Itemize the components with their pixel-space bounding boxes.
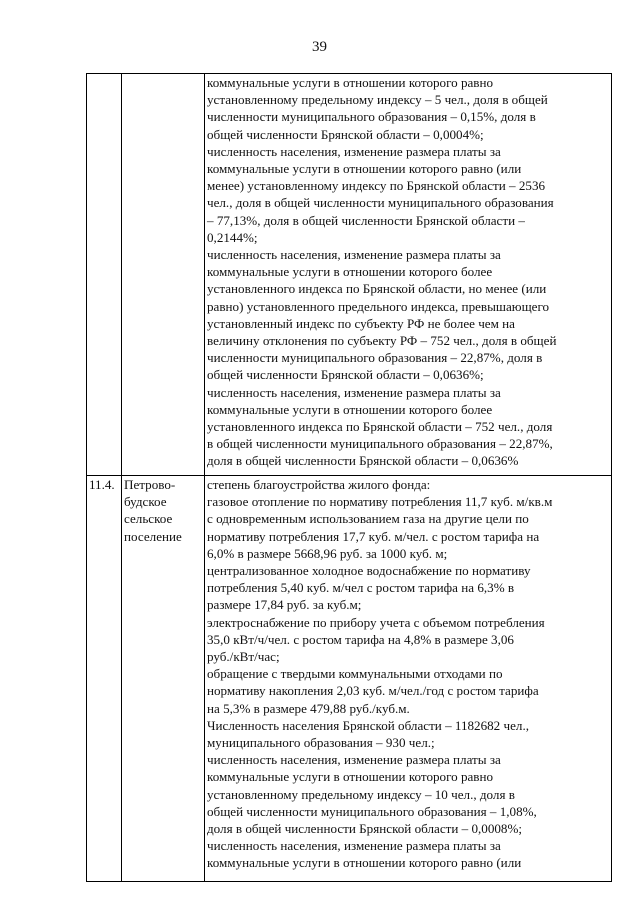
text-line: – 77,13%, доля в общей численности Брянской области – bbox=[207, 212, 525, 228]
text-line: коммунальные услуги в отношении которого равно bbox=[207, 75, 494, 90]
text-line: коммунальные услуги в отношении которого равно bbox=[207, 769, 494, 785]
text-line: коммунальные услуги в отношении которого более bbox=[207, 264, 493, 280]
text-line: установленного индекса по Брянской области – 752 чел., доля bbox=[207, 419, 553, 435]
text-line: величину отклонения по субъекту РФ – 752 чел., доля в общей bbox=[207, 333, 557, 349]
text-line: коммунальные услуги в отношении которого более bbox=[207, 401, 493, 417]
text-line: установленный индекс по субъекту РФ не более чем на bbox=[207, 315, 515, 331]
row-text-cell bbox=[205, 74, 612, 476]
text-line: численности муниципального образования – 0,15%, доля в bbox=[207, 109, 536, 125]
text-line: численности муниципального образования – 22,87%, доля в bbox=[207, 350, 543, 366]
table-row bbox=[87, 476, 612, 882]
table-row bbox=[87, 74, 612, 476]
text-line: 0,2144%; bbox=[207, 229, 258, 245]
text-line: численность населения, изменение размера платы за bbox=[207, 384, 501, 400]
text-line: равно) установленного предельного индекса, превышающего bbox=[207, 298, 550, 314]
row-name-cell bbox=[122, 74, 205, 476]
text-line: руб./кВт/час; bbox=[207, 649, 280, 665]
text-line: потребления 5,40 куб. м/чел с ростом тарифа на 6,3% в bbox=[207, 580, 515, 596]
settlement-name-line: поселение bbox=[124, 528, 182, 544]
document-table bbox=[86, 73, 612, 882]
text-line: 6,0% в размере 5668,96 руб. за 1000 куб. м; bbox=[207, 545, 448, 561]
text-line: доля в общей численности Брянской области – 0,0636% bbox=[207, 453, 519, 469]
page-number: 39 bbox=[312, 39, 327, 55]
text-line: обращение с твердыми коммунальными отходами по bbox=[207, 666, 503, 682]
text-line: установленному предельному индексу – 5 чел., доля в общей bbox=[207, 92, 548, 108]
text-line: менее) установленному индексу по Брянской области – 2536 bbox=[207, 178, 546, 194]
text-line: коммунальные услуги в отношении которого равно (или bbox=[207, 161, 522, 177]
settlement-name-line: Петрово- bbox=[124, 477, 176, 492]
text-line: в общей численности муниципального образования – 22,87%, bbox=[207, 436, 553, 452]
text-line: доля в общей численности Брянской области – 0,0008%; bbox=[207, 821, 523, 837]
text-line: электроснабжение по прибору учета с объемом потребления bbox=[207, 614, 545, 630]
text-line: степень благоустройства жилого фонда: bbox=[207, 477, 431, 492]
text-line: общей численности Брянской области – 0,0636%; bbox=[207, 367, 484, 383]
row-number-cell: 11.4. bbox=[87, 476, 122, 882]
text-line: общей численности Брянской области – 0,0004%; bbox=[207, 126, 484, 142]
text-line: централизованное холодное водоснабжение по нормативу bbox=[207, 563, 531, 579]
text-line: на 5,3% в размере 479,88 руб./куб.м. bbox=[207, 700, 410, 716]
settlement-name-line: будское bbox=[124, 494, 167, 510]
text-line: газовое отопление по нормативу потребления 11,7 куб. м/кв.м bbox=[207, 494, 553, 510]
settlement-name-line: сельское bbox=[124, 511, 173, 527]
text-line: установленному предельному индексу – 10 чел., доля в bbox=[207, 786, 515, 802]
text-line: численность населения, изменение размера платы за bbox=[207, 143, 501, 159]
text-line: общей численности муниципального образования – 1,08%, bbox=[207, 803, 537, 819]
text-line: численность населения, изменение размера платы за bbox=[207, 752, 501, 768]
text-line: численность населения, изменение размера платы за bbox=[207, 247, 501, 263]
text-line: нормативу потребления 17,7 куб. м/чел. с ростом тарифа на bbox=[207, 528, 540, 544]
text-line: Численность населения Брянской области – 1182682 чел., bbox=[207, 717, 529, 733]
row-number-cell bbox=[87, 74, 122, 476]
text-line: размере 17,84 руб. за куб.м; bbox=[207, 597, 362, 613]
text-line: муниципального образования – 930 чел.; bbox=[207, 735, 435, 751]
text-line: численность населения, изменение размера платы за bbox=[207, 838, 501, 854]
row-name-cell bbox=[122, 476, 205, 882]
text-line: коммунальные услуги в отношении которого равно (или bbox=[207, 855, 522, 871]
text-line: нормативу накопления 2,03 куб. м/чел./год с ростом тарифа bbox=[207, 683, 539, 699]
text-line: установленного индекса по Брянской области, но менее (или bbox=[207, 281, 547, 297]
text-line: 35,0 кВт/ч/чел. с ростом тарифа на 4,8% в размере 3,06 bbox=[207, 631, 514, 647]
row-text-cell bbox=[205, 476, 612, 882]
text-line: с одновременным использованием газа на другие цели по bbox=[207, 511, 529, 527]
text-line: чел., доля в общей численности муниципального образования bbox=[207, 195, 554, 211]
